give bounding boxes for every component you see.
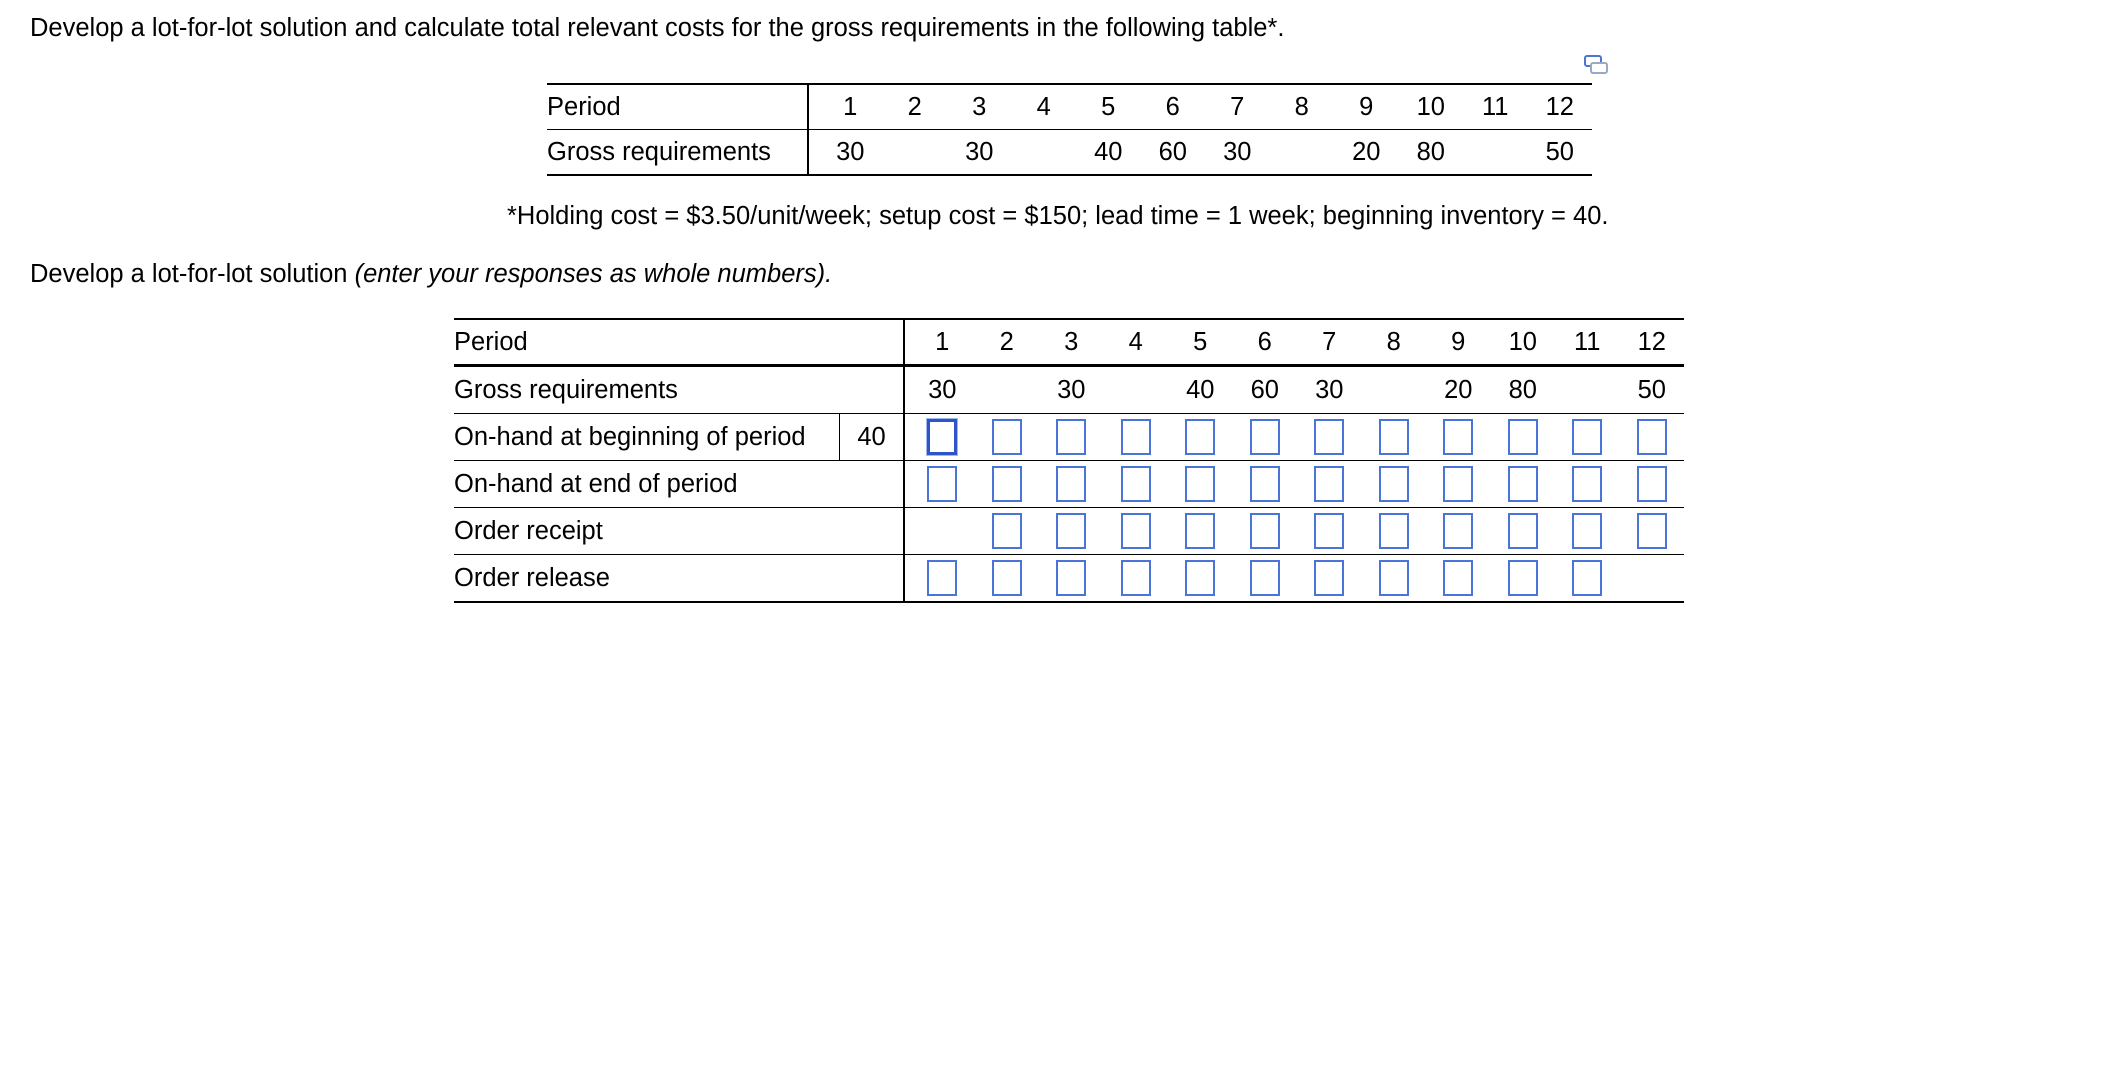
onhand-end-input-10[interactable]: [1508, 466, 1538, 502]
cell: [975, 466, 1040, 502]
cell: [1362, 419, 1427, 455]
onhand-begin-row: [454, 413, 1684, 460]
gross-requirements-label: Gross requirements: [547, 130, 809, 174]
cell: [1426, 513, 1491, 549]
cell: [910, 419, 975, 455]
period-cell: 7: [1322, 327, 1337, 356]
cell: [1233, 560, 1298, 596]
cell: [975, 419, 1040, 455]
requirements-table: [547, 83, 1592, 176]
onhand-end-input-11[interactable]: [1572, 466, 1602, 502]
gross-requirement-cell: [1362, 376, 1427, 405]
cell: [910, 513, 975, 549]
onhand-end-input-6[interactable]: [1250, 466, 1280, 502]
cell: [1168, 419, 1233, 455]
onhand-begin-label: On-hand at beginning of period: [454, 414, 840, 460]
cell: [1491, 513, 1556, 549]
cell: [1297, 560, 1362, 596]
cell: [1426, 466, 1491, 502]
gross-requirement-cell: 30: [1315, 375, 1344, 404]
cell: [1555, 560, 1620, 596]
gross-requirement-cell: 20: [1444, 375, 1473, 404]
order-release-input-5[interactable]: [1185, 560, 1215, 596]
period-cell: 11: [1482, 92, 1509, 121]
period-cell: 8: [1386, 327, 1401, 356]
period-cell: 12: [1545, 92, 1574, 121]
gross-requirement-cell: 40: [1094, 137, 1123, 166]
cell: [1362, 513, 1427, 549]
gross-requirement-cell: 30: [1057, 375, 1086, 404]
period-cell: 2: [907, 92, 922, 121]
cell: [1104, 560, 1169, 596]
onhand-begin-input-2[interactable]: [992, 419, 1022, 455]
cell: [1039, 560, 1104, 596]
cell: [1039, 419, 1104, 455]
order-receipt-input-8[interactable]: [1379, 513, 1409, 549]
gross-requirement-cell: [1463, 138, 1528, 167]
cell: [910, 560, 975, 596]
period-cell: 10: [1416, 92, 1445, 121]
cell: [1555, 419, 1620, 455]
period-cell: 5: [1101, 92, 1116, 121]
onhand-begin-input-6[interactable]: [1250, 419, 1280, 455]
cell: [1233, 466, 1298, 502]
period-row: [454, 320, 1684, 367]
onhand-begin-input-9[interactable]: [1443, 419, 1473, 455]
cell: [1555, 513, 1620, 549]
cell: [1039, 466, 1104, 502]
gross-requirement-cell: [975, 376, 1040, 405]
cell: [1620, 560, 1685, 596]
onhand-begin-input-1[interactable]: [927, 419, 957, 455]
gross-requirement-cell: 80: [1508, 375, 1537, 404]
beginning-inventory-value: 40: [840, 414, 905, 460]
gross-requirements-label: Gross requirements: [454, 367, 905, 413]
period-cell: 3: [1064, 327, 1079, 356]
order-release-input-6[interactable]: [1250, 560, 1280, 596]
gross-requirement-cell: [883, 138, 948, 167]
cell: [975, 560, 1040, 596]
cell: [1168, 513, 1233, 549]
order-receipt-input-9[interactable]: [1443, 513, 1473, 549]
period-row: [547, 85, 1592, 129]
onhand-end-input-9[interactable]: [1443, 466, 1473, 502]
period-cell: 6: [1165, 92, 1180, 121]
period-cell: 7: [1230, 92, 1245, 121]
gross-requirement-cell: 20: [1352, 137, 1381, 166]
cell: [1039, 513, 1104, 549]
instruction-text: Develop a lot-for-lot solution (enter your responses as whole numbers).: [30, 260, 833, 288]
onhand-end-input-12[interactable]: [1637, 466, 1667, 502]
order-release-input-9[interactable]: [1443, 560, 1473, 596]
gross-requirement-cell: [1555, 376, 1620, 405]
period-cell: 5: [1193, 327, 1208, 356]
order-receipt-input-3[interactable]: [1056, 513, 1086, 549]
period-cell: 12: [1637, 327, 1666, 356]
cell: [1491, 419, 1556, 455]
gross-requirement-cell: 30: [965, 137, 994, 166]
onhand-begin-input-8[interactable]: [1379, 419, 1409, 455]
cell: [1104, 466, 1169, 502]
gross-requirements-row: [454, 367, 1684, 413]
onhand-end-input-1[interactable]: [927, 466, 957, 502]
order-release-input-8[interactable]: [1379, 560, 1409, 596]
cell: [1362, 466, 1427, 502]
order-release-input-4[interactable]: [1121, 560, 1151, 596]
gross-requirement-cell: 40: [1186, 375, 1215, 404]
period-cell: 9: [1359, 92, 1374, 121]
intro-text: Develop a lot-for-lot solution and calculate total relevant costs for the gross requirements in the following table*.: [30, 14, 1285, 42]
order-release-row: [454, 554, 1684, 601]
order-release-input-7[interactable]: [1314, 560, 1344, 596]
period-label: Period: [454, 320, 905, 364]
onhand-end-label: On-hand at end of period: [454, 461, 905, 507]
period-cell: 9: [1451, 327, 1466, 356]
gross-requirement-cell: [1270, 138, 1335, 167]
gross-requirement-cell: 50: [1545, 137, 1574, 166]
period-cell: 1: [843, 92, 858, 121]
onhand-end-input-3[interactable]: [1056, 466, 1086, 502]
onhand-begin-input-10[interactable]: [1508, 419, 1538, 455]
cell: [1362, 560, 1427, 596]
order-receipt-input-11[interactable]: [1572, 513, 1602, 549]
onhand-begin-input-7[interactable]: [1314, 419, 1344, 455]
cell: [1620, 419, 1685, 455]
gross-requirement-cell: [1012, 138, 1077, 167]
cell: [975, 513, 1040, 549]
onhand-end-input-2[interactable]: [992, 466, 1022, 502]
gross-requirement-cell: 30: [1223, 137, 1252, 166]
cell: [1491, 466, 1556, 502]
order-release-input-3[interactable]: [1056, 560, 1086, 596]
cell: [1426, 560, 1491, 596]
period-cell: 4: [1036, 92, 1051, 121]
cost-note: *Holding cost = $3.50/unit/week; setup cost = $150; lead time = 1 week; beginning inventory = 40.: [507, 202, 1609, 230]
onhand-begin-input-12[interactable]: [1637, 419, 1667, 455]
gross-requirement-cell: 60: [1250, 375, 1279, 404]
period-cell: 8: [1294, 92, 1309, 121]
cell: [1620, 466, 1685, 502]
period-cell: 2: [999, 327, 1014, 356]
gross-requirement-cell: 50: [1637, 375, 1666, 404]
cell: [910, 466, 975, 502]
cell: [1555, 466, 1620, 502]
order-release-input-1[interactable]: [927, 560, 957, 596]
cell: [1104, 419, 1169, 455]
onhand-begin-input-4[interactable]: [1121, 419, 1151, 455]
cell: [1297, 466, 1362, 502]
order-release-input-11[interactable]: [1572, 560, 1602, 596]
gross-requirement-cell: 30: [836, 137, 865, 166]
period-cell: 4: [1128, 327, 1143, 356]
period-cell: 11: [1574, 327, 1601, 356]
order-receipt-row: [454, 507, 1684, 554]
period-cell: 1: [935, 327, 950, 356]
onhand-end-input-8[interactable]: [1379, 466, 1409, 502]
lot-for-lot-table: [454, 318, 1684, 603]
cell: [1426, 419, 1491, 455]
period-cell: 10: [1508, 327, 1537, 356]
order-receipt-input-2[interactable]: [992, 513, 1022, 549]
onhand-end-input-7[interactable]: [1314, 466, 1344, 502]
cell: [1491, 560, 1556, 596]
order-receipt-input-4[interactable]: [1121, 513, 1151, 549]
onhand-end-input-4[interactable]: [1121, 466, 1151, 502]
order-receipt-input-7[interactable]: [1314, 513, 1344, 549]
gross-requirement-cell: 60: [1158, 137, 1187, 166]
order-release-input-2[interactable]: [992, 560, 1022, 596]
gross-requirement-cell: 80: [1416, 137, 1445, 166]
period-cell: 6: [1257, 327, 1272, 356]
order-release-input-10[interactable]: [1508, 560, 1538, 596]
order-receipt-input-12[interactable]: [1637, 513, 1667, 549]
cell: [1297, 419, 1362, 455]
gross-requirement-cell: [1104, 376, 1169, 405]
cell: [1233, 419, 1298, 455]
onhand-begin-input-11[interactable]: [1572, 419, 1602, 455]
cell: [1233, 513, 1298, 549]
onhand-begin-input-5[interactable]: [1185, 419, 1215, 455]
order-receipt-input-5[interactable]: [1185, 513, 1215, 549]
order-receipt-input-6[interactable]: [1250, 513, 1280, 549]
onhand-end-row: [454, 460, 1684, 507]
cell: [1104, 513, 1169, 549]
cell: [1168, 560, 1233, 596]
copy-table-icon[interactable]: [1584, 55, 1608, 75]
cell: [1297, 513, 1362, 549]
onhand-begin-input-3[interactable]: [1056, 419, 1086, 455]
order-release-label: Order release: [454, 555, 905, 601]
order-receipt-label: Order receipt: [454, 508, 905, 554]
order-receipt-input-10[interactable]: [1508, 513, 1538, 549]
onhand-end-input-5[interactable]: [1185, 466, 1215, 502]
gross-requirement-cell: 30: [928, 375, 957, 404]
cell: [1168, 466, 1233, 502]
gross-requirements-row: [547, 129, 1592, 174]
period-label: Period: [547, 85, 809, 129]
period-cell: 3: [972, 92, 987, 121]
cell: [1620, 513, 1685, 549]
